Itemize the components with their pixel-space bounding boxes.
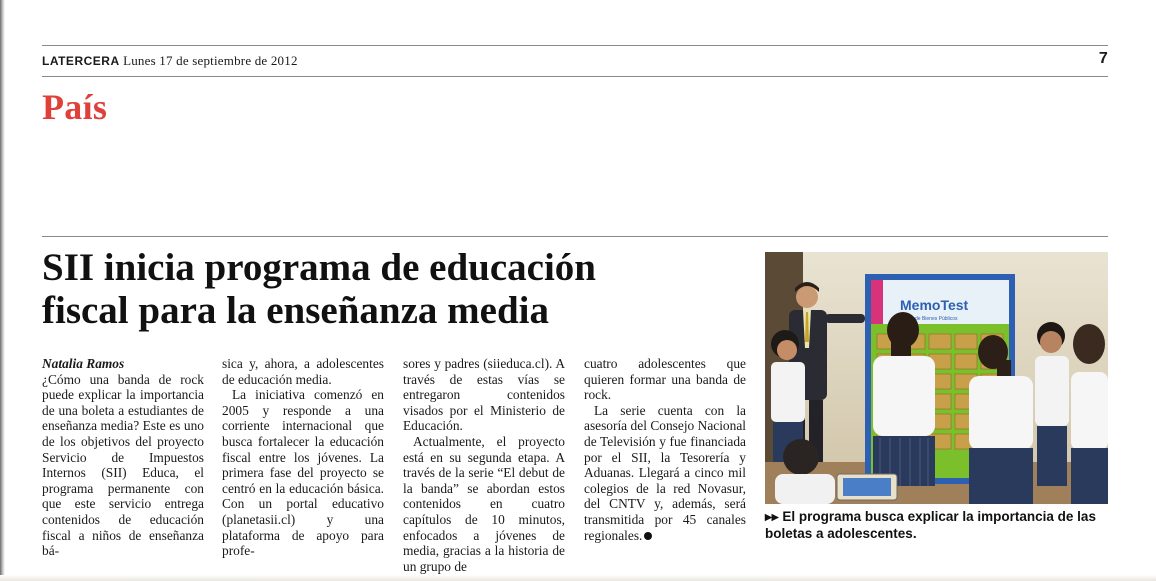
column-1-text: ¿Cómo una banda de rock puede explicar la importancia de una boleta a estudiantes de enseñanza media? Este es uno de los objetivos del proyecto Servicio de Impuestos Internos (SII) Educa, el programa permanente con que este servicio entrega contenidos de educación fiscal a niños de enseñanza bá- [42,371,204,559]
caption-marker-icon: ▸▸ [765,509,779,524]
end-of-article-icon [644,532,652,540]
section-title: País [42,87,108,127]
column-4-paragraph-2-text: La serie cuenta con la asesoría del Consejo Nacional de Televisión y fue financiada por el SII, la Tesorería y Aduanas. Llegará a cinco mil colegios de la red Novasur, del CNTV y, además, será transmitida por 45 canales regionales. [584,402,746,543]
classroom-photo-illustration [765,252,1108,504]
article-column-3 [403,356,565,574]
column-2-paragraph-1: sica y, ahora, a adolescentes de educación media. [222,356,384,387]
page-bottom-edge [0,575,1156,581]
column-3-paragraph-2: Actualmente, el proyecto está en su segunda etapa. A través de la serie “El debut de la banda” se abordan estos contenidos en cuatro capítulos de 10 minutos, enfocados a jóvenes de media, gracias a la historia de un grupo de [403,433,565,574]
article-top-rule [42,236,1108,237]
article-column-4 [584,356,746,543]
article-column-1 [42,356,204,559]
photo-caption [765,508,1108,542]
masthead-rule [42,76,1108,77]
caption-text: El programa busca explicar la importancia de las boletas a adolescentes. [765,509,1096,541]
poster-subtitle: de Bienes Públicos [915,316,958,322]
masthead [42,50,1108,69]
column-2-paragraph-2: La iniciativa comenzó en 2005 y responde a una corriente internacional que busca fortalecer la educación fiscal entre los jóvenes. La primera fase del proyecto se centró en la educación básica. Con un portal educativo (planetasii.cl) y una plataforma de apoyo para profe- [222,387,384,559]
column-3-paragraph-1: sores y padres (siieduca.cl). A través de estas vías se entregaron contenidos visados por el Ministerio de Educación. [403,356,565,434]
column-4-paragraph-1: cuatro adolescentes que quieren formar una banda de rock. [584,356,746,403]
byline: Natalia Ramos [42,356,125,371]
poster-title: MemoTest [900,297,969,313]
page-number: 7 [1098,50,1108,67]
page-fold-shadow [0,0,5,581]
article-headline [42,246,742,332]
top-rule [42,45,1108,46]
article-photo [765,252,1108,504]
newspaper-brand: LATERCERA [42,54,120,68]
headline-line-1: SII inicia programa de educación [42,246,596,289]
issue-date: Lunes 17 de septiembre de 2012 [123,53,298,68]
article-column-2 [222,356,384,559]
column-4-paragraph-2 [584,403,746,543]
headline-line-2: fiscal para la enseñanza media [42,289,549,332]
